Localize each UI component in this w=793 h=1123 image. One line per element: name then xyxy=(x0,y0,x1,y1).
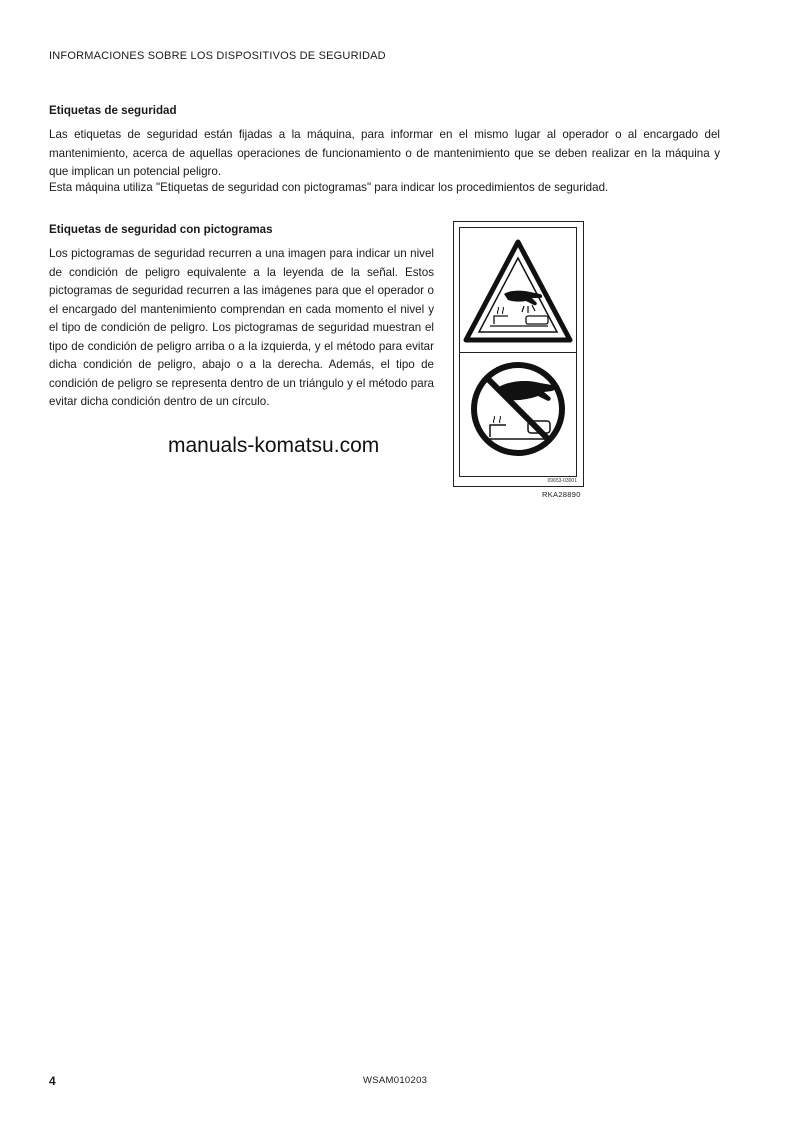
safety-label-figure xyxy=(453,221,584,487)
running-header: INFORMACIONES SOBRE LOS DISPOSITIVOS DE SEGURIDAD xyxy=(49,50,386,62)
section-heading: Etiquetas de seguridad xyxy=(49,104,177,117)
avoidance-panel xyxy=(459,353,577,477)
page-number: 4 xyxy=(49,1074,56,1088)
label-part-number: 09653-03001 xyxy=(547,478,577,484)
hazard-panel xyxy=(459,227,577,353)
subsection-heading: Etiquetas de seguridad con pictogramas xyxy=(49,223,273,236)
pictogram-paragraph: Los pictogramas de seguridad recurren a una imagen para indicar un nivel de condición de peligro equivalente a la leyenda de la señal. Estos pictogramas de seguridad recurren a las imágenes para que el operador o el encargado del mantenimiento comprendan en cada momento el nivel y el tipo de condición de peligro. Los pictogramas de seguridad muestran el tipo de condición de peligro arriba o a la izquierda, y el método para evitar dicha condición de peligro, abajo o a la derecha. Además, el tipo de condición de peligro se representa dentro de un triángulo y el método para evitar dicha condición dentro de un círculo. xyxy=(49,247,434,408)
watermark-text: manuals-komatsu.com xyxy=(168,434,380,457)
document-code: WSAM010203 xyxy=(363,1075,428,1086)
figure-reference: RKA28890 xyxy=(542,490,581,499)
warning-triangle-hot-surface-icon xyxy=(460,228,576,352)
usage-paragraph: Esta máquina utiliza "Etiquetas de seguridad con pictogramas" para indicar los procedimientos de seguridad. xyxy=(49,181,609,194)
prohibition-circle-no-touch-icon xyxy=(460,353,576,463)
intro-paragraph: Las etiquetas de seguridad están fijadas a la máquina, para informar en el mismo lugar al operador o al encargado del mantenimiento, acerca de aquellas operaciones de funcionamiento o de mantenimiento que se deben realizar en la máquina y que implican un potencial peligro. xyxy=(49,128,720,178)
